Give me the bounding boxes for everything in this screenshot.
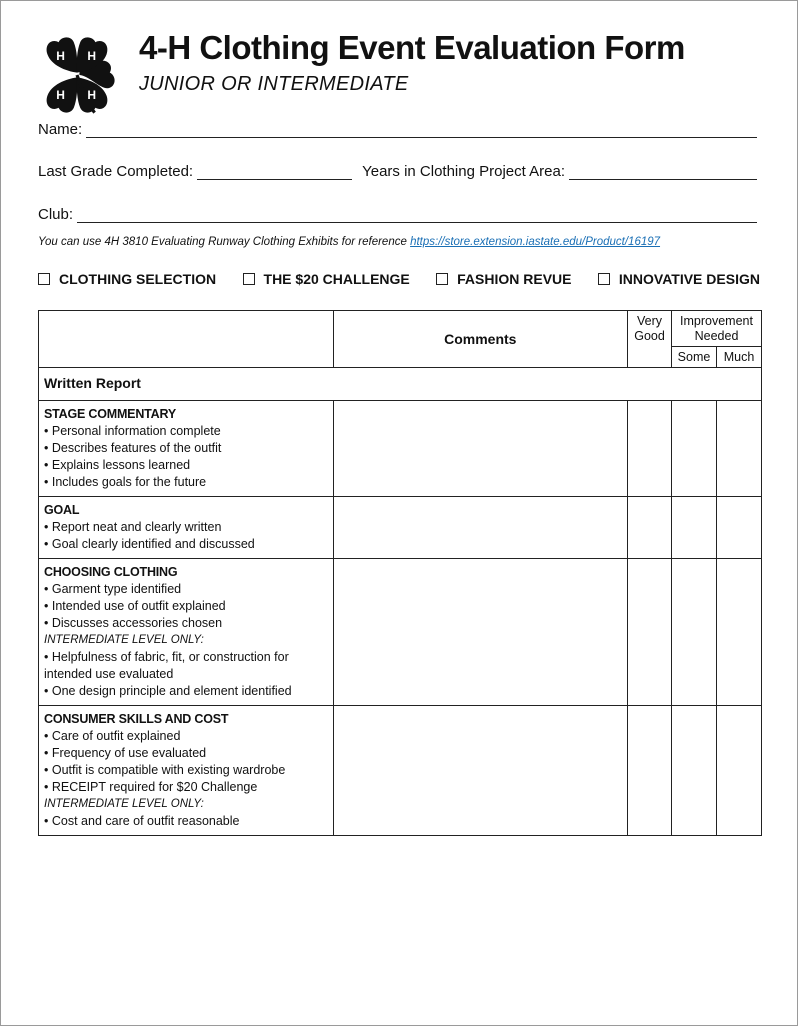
- section-title: Written Report: [39, 368, 762, 401]
- reference-text: You can use 4H 3810 Evaluating Runway Clothing Exhibits for reference: [38, 236, 407, 248]
- event-label: FASHION REVUE: [457, 271, 572, 287]
- table-header-row: [39, 311, 762, 347]
- some-cell[interactable]: [672, 401, 717, 497]
- some-cell[interactable]: [672, 497, 717, 559]
- criteria-item: • Garment type identified: [44, 581, 328, 598]
- criteria-cell: [39, 706, 334, 836]
- criteria-title: GOAL: [44, 503, 80, 517]
- very-good-cell[interactable]: [628, 706, 672, 836]
- event-options: [38, 271, 760, 287]
- club-label: Club:: [38, 206, 74, 223]
- event-label: THE $20 CHALLENGE: [263, 271, 410, 287]
- club-field-row: [38, 206, 757, 223]
- svg-text:H: H: [56, 48, 65, 63]
- much-cell[interactable]: [716, 559, 761, 706]
- form-subtitle: JUNIOR OR INTERMEDIATE: [139, 73, 409, 95]
- event-option-clothing-selection[interactable]: [38, 271, 216, 287]
- fashion-revue-checkbox[interactable]: [436, 273, 448, 285]
- criteria-title: STAGE COMMENTARY: [44, 407, 176, 421]
- very-good-cell[interactable]: [628, 401, 672, 497]
- much-cell[interactable]: [716, 497, 761, 559]
- table-row: [39, 706, 762, 836]
- some-header: Some: [672, 347, 717, 368]
- criteria-item: • Discusses accessories chosen: [44, 615, 328, 632]
- table-row: [39, 559, 762, 706]
- very-good-cell[interactable]: [628, 559, 672, 706]
- much-cell[interactable]: [716, 706, 761, 836]
- comments-cell[interactable]: [333, 706, 628, 836]
- svg-text:H: H: [87, 88, 97, 102]
- comments-cell[interactable]: [333, 497, 628, 559]
- form-title: 4-H Clothing Event Evaluation Form: [139, 29, 685, 66]
- table-row: [39, 497, 762, 559]
- section-row: [39, 368, 762, 401]
- criteria-cell: [39, 497, 334, 559]
- much-cell[interactable]: [716, 401, 761, 497]
- criteria-item: • Frequency of use evaluated: [44, 745, 328, 762]
- clothing-selection-checkbox[interactable]: [38, 273, 50, 285]
- criteria-item: • Outfit is compatible with existing wardrobe: [44, 762, 328, 779]
- criteria-title: CONSUMER SKILLS AND COST: [44, 712, 229, 726]
- criteria-item: • RECEIPT required for $20 Challenge: [44, 779, 328, 796]
- event-label: CLOTHING SELECTION: [59, 271, 217, 287]
- criteria-item: • Care of outfit explained: [44, 728, 328, 745]
- event-label: INNOVATIVE DESIGN: [618, 271, 760, 287]
- svg-text:H: H: [56, 88, 65, 102]
- criteria-item: • Explains lessons learned: [44, 457, 328, 474]
- criteria-item: • Includes goals for the future: [44, 474, 328, 491]
- comments-cell[interactable]: [333, 559, 628, 706]
- level-note: INTERMEDIATE LEVEL ONLY:: [44, 634, 204, 646]
- reference-note: [38, 236, 660, 248]
- last-grade-field[interactable]: [197, 165, 352, 180]
- criteria-title: CHOOSING CLOTHING: [44, 565, 178, 579]
- criteria-item: • One design principle and element identified: [44, 683, 328, 700]
- name-field[interactable]: [86, 123, 757, 138]
- criteria-item: • Intended use of outfit explained: [44, 598, 328, 615]
- comments-cell[interactable]: [333, 401, 628, 497]
- some-cell[interactable]: [672, 559, 717, 706]
- very-good-cell[interactable]: [628, 497, 672, 559]
- criteria-cell: [39, 401, 334, 497]
- criteria-body: [39, 401, 762, 836]
- criteria-header: [39, 311, 334, 368]
- evaluation-table: [38, 310, 762, 836]
- criteria-item: • Goal clearly identified and discussed: [44, 536, 328, 553]
- criteria-item: • Personal information complete: [44, 423, 328, 440]
- last-grade-label: Last Grade Completed:: [38, 163, 194, 180]
- name-label: Name:: [38, 121, 83, 138]
- criteria-item: • Cost and care of outfit reasonable: [44, 813, 328, 830]
- improvement-header: Improvement Needed: [672, 311, 762, 347]
- years-label: Years in Clothing Project Area:: [362, 163, 565, 180]
- criteria-item: • Report neat and clearly written: [44, 519, 328, 536]
- reference-link[interactable]: https://store.extension.iastate.edu/Product/16197: [410, 236, 661, 248]
- name-field-row: [38, 121, 757, 138]
- innovative-design-checkbox[interactable]: [598, 273, 610, 285]
- club-field[interactable]: [77, 208, 757, 223]
- some-cell[interactable]: [672, 706, 717, 836]
- grade-years-row: [38, 163, 757, 180]
- criteria-item: • Describes features of the outfit: [44, 440, 328, 457]
- table-row: [39, 401, 762, 497]
- event-option-fashion-revue[interactable]: [436, 271, 571, 287]
- level-note: INTERMEDIATE LEVEL ONLY:: [44, 798, 204, 810]
- clover-logo-icon: [37, 35, 117, 115]
- event-option-20-challenge[interactable]: [243, 271, 410, 287]
- very-good-header: Very Good: [628, 311, 672, 368]
- svg-text:H: H: [87, 48, 97, 63]
- comments-header: Comments: [333, 311, 628, 368]
- criteria-item: • Helpfulness of fabric, fit, or construction for intended use evaluated: [44, 649, 328, 683]
- criteria-cell: [39, 559, 334, 706]
- 20-challenge-checkbox[interactable]: [243, 273, 255, 285]
- event-option-innovative-design[interactable]: [598, 271, 760, 287]
- years-field[interactable]: [569, 165, 757, 180]
- much-header: Much: [716, 347, 761, 368]
